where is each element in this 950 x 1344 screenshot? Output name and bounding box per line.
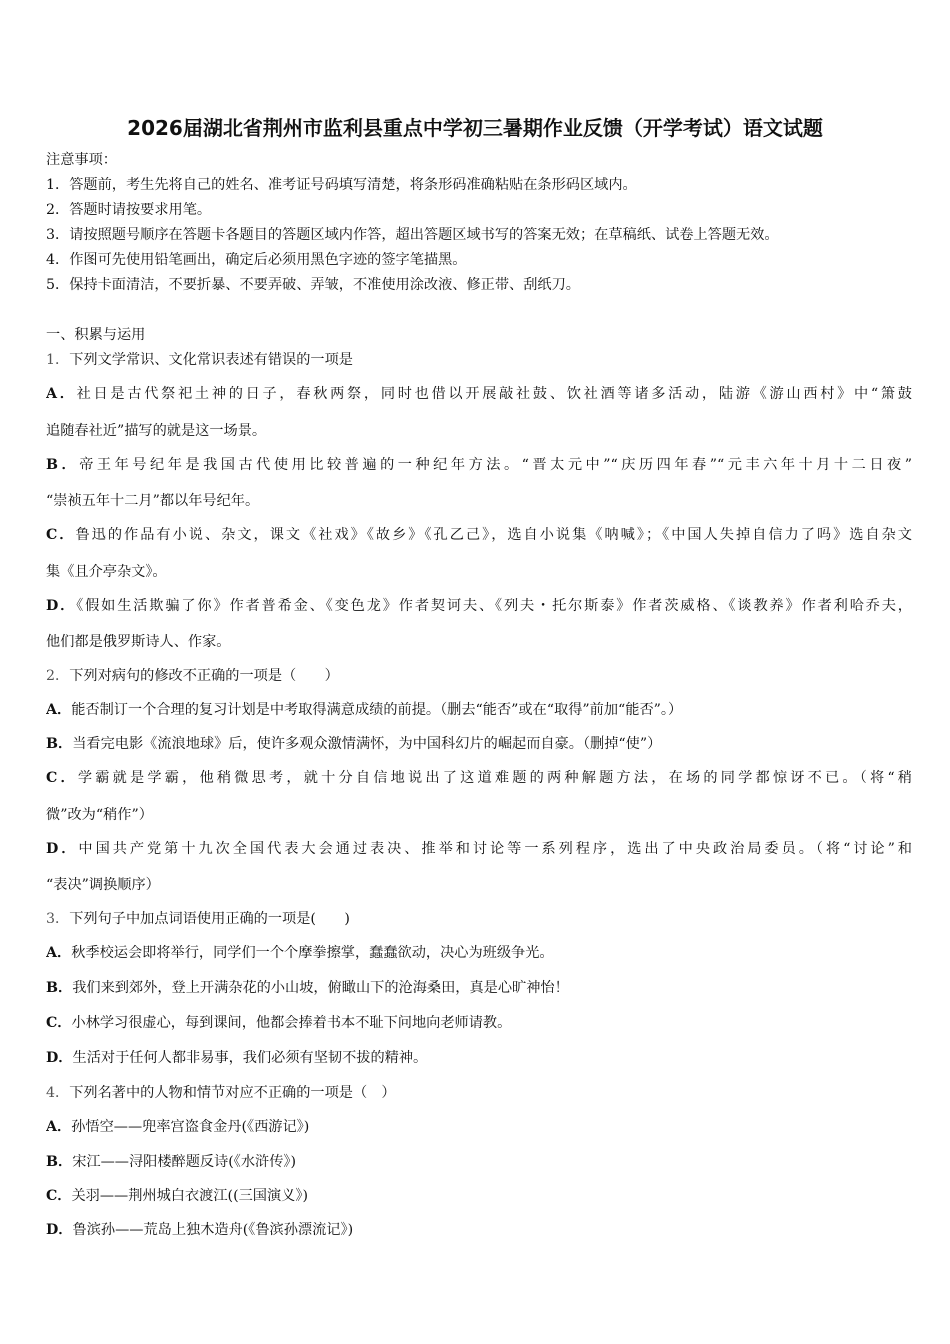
option-line: C．关羽——荆州城白衣渡江((三国演义》)	[46, 1188, 308, 1204]
option-line: D．《假如生活欺骗了你》作者普希金、《变色龙》作者契诃夫、《列夫・托尔斯泰》作者茨威格、《谈教养》作者利哈乔夫，	[46, 598, 912, 614]
note-item: 2．答题时请按要求用笔。	[46, 202, 212, 218]
notes-heading: 注意事项：	[46, 152, 117, 168]
option-line: A．能否制订一个合理的复习计划是中考取得满意成绩的前提。（删去“能否”或在“取得”前加“能否”。）	[46, 702, 683, 718]
option-line: C．小林学习很虚心，每到课间，他都会捧着书本不耻下问地向老师请教。	[46, 1015, 512, 1031]
page-title: 2026届湖北省荆州市监利县重点中学初三暑期作业反馈（开学考试）语文试题	[127, 116, 823, 140]
option-line: B．宋江——浔阳楼醉题反诗(《水浒传》)	[46, 1154, 297, 1170]
option-line: 他们都是俄罗斯诗人、作家。	[46, 634, 231, 650]
section-heading: 一、积累与运用	[46, 327, 146, 343]
option-line: 微”改为“稍作”）	[46, 807, 153, 823]
option-line: 集《且介亭杂文》。	[46, 564, 167, 580]
option-line: D．鲁滨孙——荒岛上独木造舟(《鲁滨孙漂流记》)	[46, 1222, 354, 1238]
option-line: B．我们来到郊外，登上开满杂花的小山坡，俯瞰山下的沧海桑田，真是心旷神怡！	[46, 980, 569, 996]
option-line: B．当看完电影《流浪地球》后，使许多观众激情满怀，为中国科幻片的崛起而自豪。（删掉“使”）	[46, 736, 662, 752]
question-4-stem: 4．下列名著中的人物和情节对应不正确的一项是（ ）	[46, 1085, 396, 1101]
option-line: A．社日是古代祭祀土神的日子，春秋两祭，同时也借以开展敲社鼓、饮社酒等诸多活动，陆游《游山西村》中“箫鼓	[46, 386, 912, 402]
option-line: “崇祯五年十二月”都以年号纪年。	[46, 493, 260, 509]
note-item: 5．保持卡面清洁，不要折暴、不要弄破、弄皱，不准使用涂改液、修正带、刮纸刀。	[46, 277, 580, 293]
note-item: 1．答题前，考生先将自己的姓名、准考证号码填写清楚，将条形码准确粘贴在条形码区域内。	[46, 177, 637, 193]
note-item: 4．作图可先使用铅笔画出，确定后必须用黑色字迹的签字笔描黑。	[46, 252, 467, 268]
question-3-stem: 3．下列句子中加点词语使用正确的一项是( )	[46, 911, 350, 927]
option-line: 追随春社近”描写的就是这一场景。	[46, 423, 267, 439]
option-line: D．生活对于任何人都非易事，我们必须有坚韧不拔的精神。	[46, 1050, 428, 1066]
option-line: A．孙悟空——兜率宫盗食金丹(《西游记》)	[46, 1119, 310, 1135]
option-line: D．中国共产党第十九次全国代表大会通过表决、推举和讨论等一系列程序，选出了中央政治局委员。（将“讨论”和	[46, 841, 912, 857]
option-line: C．学霸就是学霸，他稍微思考，就十分自信地说出了这道难题的两种解题方法，在场的同学都惊讶不已。（将“稍	[46, 770, 912, 786]
note-item: 3．请按照题号顺序在答题卡各题目的答题区域内作答，超出答题区域书写的答案无效；在草稿纸、试卷上答题无效。	[46, 227, 779, 243]
question-1-stem: 1．下列文学常识、文化常识表述有错误的一项是	[46, 352, 353, 368]
question-2-stem: 2．下列对病句的修改不正确的一项是（ ）	[46, 668, 339, 684]
option-line: C．鲁迅的作品有小说、杂文，课文《社戏》《故乡》《孔乙己》，选自小说集《呐喊》；《中国人失掉自信力了吗》选自杂文	[46, 527, 912, 543]
option-line: B．帝王年号纪年是我国古代使用比较普遍的一种纪年方法。“晋太元中”“庆历四年春”“元丰六年十月十二日夜”	[46, 457, 912, 473]
option-line: A．秋季校运会即将举行，同学们一个个摩拳擦掌，蠢蠢欲动，决心为班级争光。	[46, 945, 554, 961]
option-line: “表决”调换顺序）	[46, 877, 160, 893]
